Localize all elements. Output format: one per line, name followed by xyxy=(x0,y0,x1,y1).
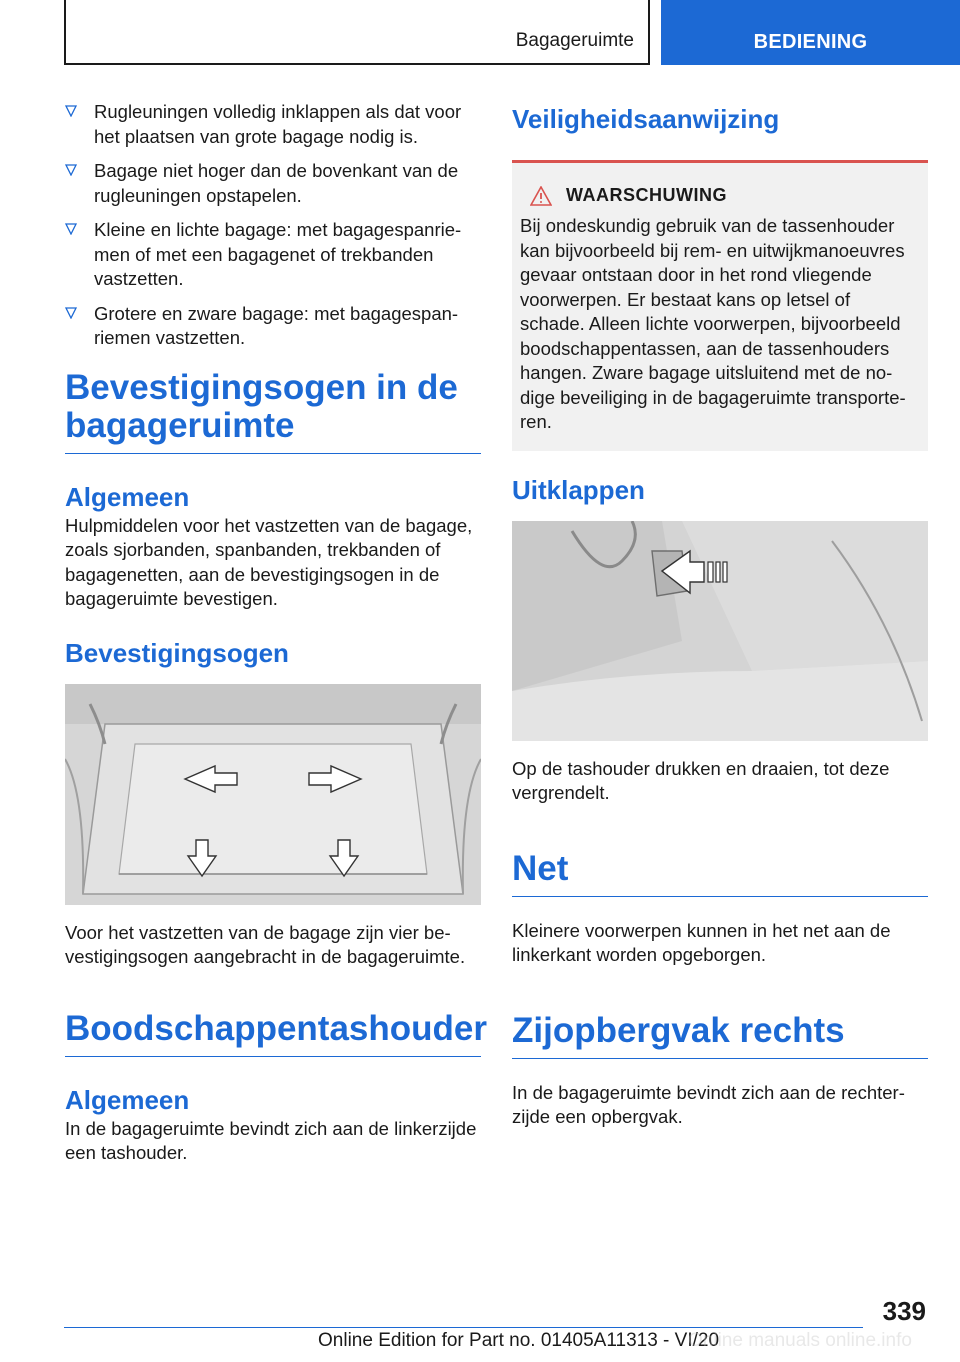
warning-heading xyxy=(530,185,920,206)
list-item: Kleine en lichte bagage: met bagagespanriemen of met een bagagenet of trekbanden vastzetten. xyxy=(65,218,481,292)
trunk-tie-down-figure xyxy=(65,684,481,905)
trunk-illustration xyxy=(65,684,481,905)
subsection-title-bevestigingsogen: Bevestigingsogen xyxy=(65,637,289,668)
header-chapter-label: BEDIENING xyxy=(753,31,868,53)
section-title-bevestigingsogen: Bevestigingsogen in de bagageruimte xyxy=(65,369,481,454)
footer-watermark: Online manuals online.info xyxy=(688,1330,912,1351)
warning-box xyxy=(512,160,928,451)
warning-text: Bij ondeskundig gebruik van de tassenhouder kan bijvoorbeeld bij rem- en uitwijkmanoeuvres gevaar ontstaan door in het rond vliegende voorwerpen. Er bestaat kans op letsel of schade. Alleen lichte voorwerpen, bijvoorbeeld boodschappentassen, aan de tassenhouders hangen. Zware bagage uitsluitend met de nodige beveiliging in de bagageruimte transporteren. xyxy=(520,215,906,432)
list-item: Grotere en zware bagage: met bagagespanriemen vastzetten. xyxy=(65,302,481,351)
section-title-net: Net xyxy=(512,850,928,897)
footer-edition xyxy=(318,1330,912,1352)
header-box xyxy=(64,0,650,65)
paragraph-net: Kleinere voorwerpen kunnen in het net aan de linkerkant worden opgeborgen. xyxy=(512,919,891,965)
triangle-bullet-icon xyxy=(65,223,77,235)
left-column xyxy=(65,100,487,1166)
warning-label: WAARSCHUWING xyxy=(566,185,727,205)
bag-holder-figure xyxy=(512,521,928,741)
paragraph-zijopbergvak: In de bagageruimte bevindt zich aan de rechterzijde een opbergvak. xyxy=(512,1081,905,1127)
figure-caption-uitklappen: Op de tashouder drukken en draaien, tot deze vergrendelt. xyxy=(512,757,890,803)
right-column xyxy=(512,100,928,1130)
section-title-boodschappentashouder: Boodschappentashouder xyxy=(65,1010,481,1057)
section-title-zijopbergvak: Zijopbergvak rechts xyxy=(512,1012,928,1059)
triangle-bullet-icon xyxy=(65,164,77,176)
footer-edition-text: Online Edition for Part no. 01405A11313 - VI/20 xyxy=(318,1330,720,1351)
subsection-title-algemeen-2: Algemeen xyxy=(65,1084,190,1115)
paragraph-tashouder: In de bagageruimte bevindt zich aan de linkerzijde een tashouder. xyxy=(65,1117,477,1163)
footer-divider xyxy=(64,1327,863,1328)
triangle-bullet-icon xyxy=(65,105,77,117)
bullet-list xyxy=(65,100,481,351)
list-item: Rugleuningen volledig inklappen als dat voor het plaatsen van grote bagage nodig is. xyxy=(65,100,481,149)
page-number: 339 xyxy=(882,1296,926,1326)
triangle-bullet-icon xyxy=(65,307,77,319)
paragraph-algemeen: Hulpmiddelen voor het vastzetten van de bagage, zoals sjorbanden, spanbanden, trekbanden of bagagenetten, aan de bevestigingsogen in de bagageruimte bevestigen. xyxy=(65,514,473,609)
subsection-title-algemeen: Algemeen xyxy=(65,481,190,512)
warning-triangle-icon xyxy=(530,186,552,206)
section-title-veiligheid: Veiligheidsaanwijzing xyxy=(512,104,780,134)
header-section-title: Bagageruimte xyxy=(515,30,634,51)
header-chapter-tab[interactable] xyxy=(661,0,960,65)
figure-caption-bevestigingsogen: Voor het vastzetten van de bagage zijn vier bevestigingsogen aangebracht in de bagageruimte. xyxy=(65,921,466,967)
bag-holder-illustration xyxy=(512,521,928,741)
list-item: Bagage niet hoger dan de bovenkant van de rugleuningen opstapelen. xyxy=(65,159,481,208)
subsection-title-uitklappen: Uitklappen xyxy=(512,474,645,505)
